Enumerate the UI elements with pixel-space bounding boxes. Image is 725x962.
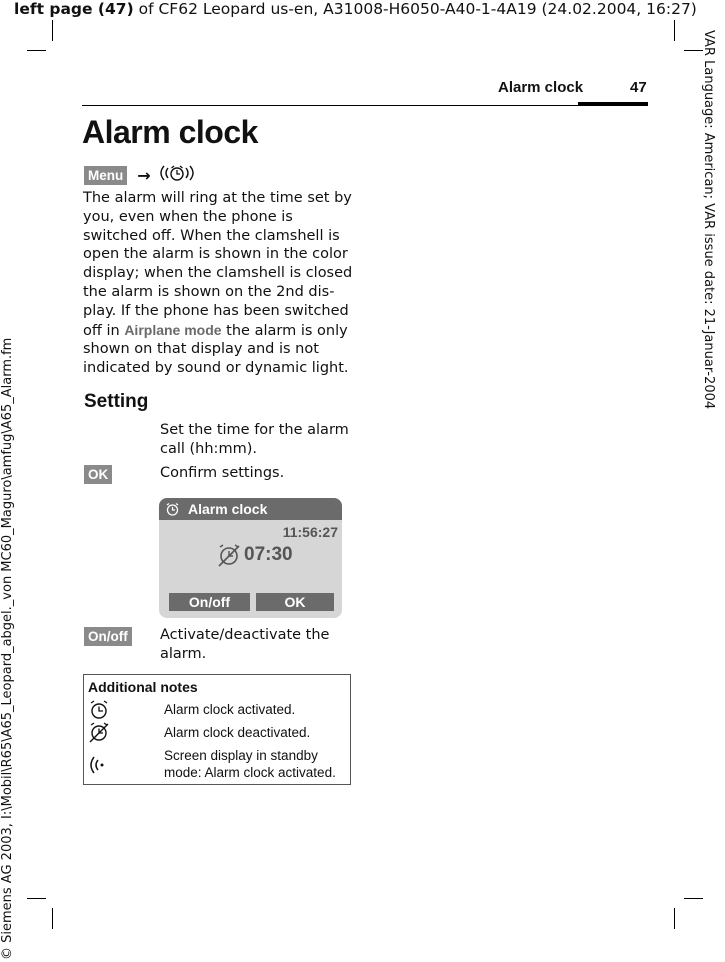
intro-text-1: The alarm will ring at the time set by you, even when the phone is switched off. When the clamshell is open the alarm is shown in the color display; when the clamshell is closed the alarm is shown on the 2nd dis-play. If the phone has been switched off in [83,190,353,339]
step-set-time-text: Set the time for the alarm call (hh:mm). [160,422,349,457]
crop-mark [674,908,675,929]
crop-mark [674,20,675,41]
step-confirm-text: Confirm settings. [160,465,285,481]
additional-notes-box [83,674,351,785]
page-number: 47 [630,79,647,96]
phone-alarm-time: 07:30 [244,544,293,565]
phone-title-bar [159,498,342,520]
phone-screen-title: Alarm clock [188,501,268,517]
notes-title: Additional notes [88,679,198,695]
alarm-deactivated-icon [217,543,241,567]
phone-softkey-ok[interactable]: OK [256,593,334,611]
left-margin-text: © Siemens AG 2003, I:\Mobil\R65\A65_Leopard_abgel._von MC60_Maguro\amfug\A65_Alarm.fm [0,337,15,960]
phone-screen-illustration [159,498,342,618]
header-rule-thick [578,102,648,106]
right-margin-text: VAR Language: American; VAR issue date: 21-Januar-2004 [701,30,716,410]
step-activate-text: Activate/deactivate the alarm. [160,627,330,662]
crop-mark [27,898,46,899]
document-header [14,0,697,18]
airplane-mode-term: Airplane mode [124,321,222,338]
document-header-page: left page (47) [14,0,134,18]
running-section-title: Alarm clock [498,79,584,96]
standby-alarm-icon [88,755,110,779]
ok-softkey: OK [84,465,112,484]
document-header-info: of CF62 Leopard us-en, A31008-H6050-A40-1-4A19 (24.02.2004, 16:27) [133,0,697,18]
page-title: Alarm clock [82,114,258,150]
phone-alarm-row [217,543,293,567]
menu-path [84,163,201,187]
intro-paragraph [83,189,353,378]
crop-mark [684,898,703,899]
crop-mark [52,908,53,929]
phone-clock: 11:56:27 [282,524,338,540]
header-rule [82,105,578,106]
onoff-softkey: On/off [84,627,132,646]
note-deactivated-text: Alarm clock deactivated. [164,725,311,740]
menu-softkey: Menu [84,166,127,185]
alarm-clock-icon [165,502,180,517]
alarm-menu-icon [157,163,201,187]
intro-text-2: the alarm is only shown on that display and is not indicated by sound or dynamic light. [83,322,349,377]
note-standby-text: Screen display in standby mode: Alarm clock activated. [164,748,336,780]
arrow-right-icon: → [137,165,151,185]
ok-softkey-row [84,464,112,484]
crop-mark [27,50,46,51]
note-activated-text: Alarm clock activated. [164,702,296,717]
onoff-softkey-row [84,626,132,646]
crop-mark [52,20,53,41]
phone-softkey-onoff[interactable]: On/off [169,593,250,611]
setting-heading: Setting [84,391,149,412]
alarm-deactivated-icon [88,721,110,747]
